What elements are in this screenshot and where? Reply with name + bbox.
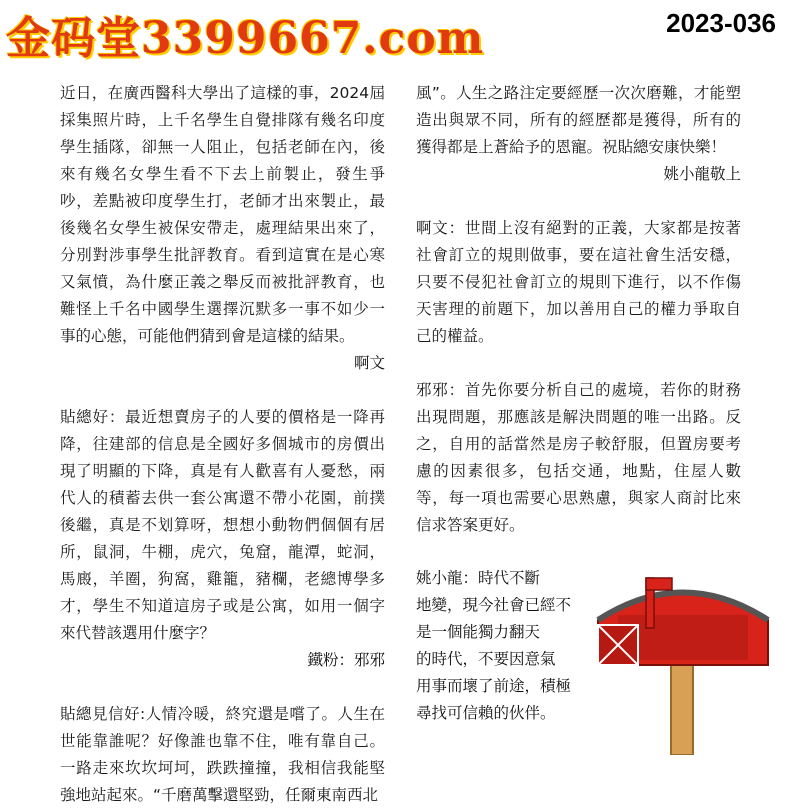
page-code: 2023-036 xyxy=(666,8,776,38)
letter-paragraph-1: 近日，在廣西醫科大學出了這樣的事，2024屆採集照片時，上千名學生自覺排隊有幾名印度學生插隊，卻無一人阻止，包括老師在內，後來有幾名女學生看不下去上前製止，發生爭吵，差點被印度學生打，老師才出來製止，最後幾名女學生被保安帶走，處理結果出來了，分別對涉事學生批評教育。看到這實在是心寒又氣憤，為什麼正義之舉反而被批評教育，也難怪上千名中國學生選擇沉默多一事不如少一事的心態，可能他們猜到會是這樣的結果。 xyxy=(60,84,385,345)
page-header xyxy=(0,0,794,64)
reply-paragraph-2: 邪邪：首先你要分析自己的處境，若你的財務出現問題，那應該是解決問題的唯一出路。反之，自用的話當然是房子較舒服，但置房要考慮的因素很多，包括交通，地點，住屋人數等，每一項也需要心思熟慮，與家人商討比來信求答案更好。 xyxy=(416,381,741,534)
reply-paragraph-3: 姚小龍：時代不斷 地變，現今社會已經不 是一個能獨力翻天 的時代，不要因意氣 用事而壞了前途，積極 尋找可信賴的伙伴。 xyxy=(416,569,572,722)
letter-signature-1: 啊文 xyxy=(353,354,385,372)
letter-signature-3: 姚小龍敬上 xyxy=(663,165,741,183)
mailbox-illustration xyxy=(588,570,778,755)
left-column xyxy=(60,80,385,809)
right-column xyxy=(416,80,741,539)
letter-paragraph-3: 貼總見信好:人情冷暖，終究還是嚐了。人生在世能靠誰呢？好像誰也靠不住，唯有靠自己。一路走來坎坎坷坷，跌跌撞撞，我相信我能堅強地站起來。“千磨萬擊還堅勁，任爾東南西北 xyxy=(60,705,385,804)
reply-paragraph-1: 啊文：世間上沒有絕對的正義，大家都是按著社會訂立的規則做事，要在這社會生活安穩，只要不侵犯社會訂立的規則下進行，以不作傷天害理的前題下，加以善用自己的權力爭取自己的權益。 xyxy=(416,219,741,345)
letter-signature-2: 鐵粉：邪邪 xyxy=(307,651,385,669)
watermark-text: 金码堂3399667.com xyxy=(6,13,485,64)
letter-paragraph-2: 貼總好：最近想賣房子的人要的價格是一降再降，往建部的信息是全國好多個城市的房價出現了明顯的下降，真是有人歡喜有人憂愁，兩代人的積蓄去供一套公寓還不帶小花園，前撲後繼，真是不划算呀，想想小動物們個個有居所，鼠洞，牛棚，虎穴，兔窟，龍潭，蛇洞，馬廄，羊圈，狗窩，雞籠，豬欄，老總博學多才，學生不知道這房子或是公寓，如用一個字來代替該選用什麼字？ xyxy=(60,408,385,642)
letter-paragraph-continued: 風”。人生之路注定要經歷一次次磨難，才能塑造出與眾不同，所有的經歷都是獲得，所有的獲得都是上蒼給予的恩寵。祝貼總安康快樂！ xyxy=(416,84,741,156)
